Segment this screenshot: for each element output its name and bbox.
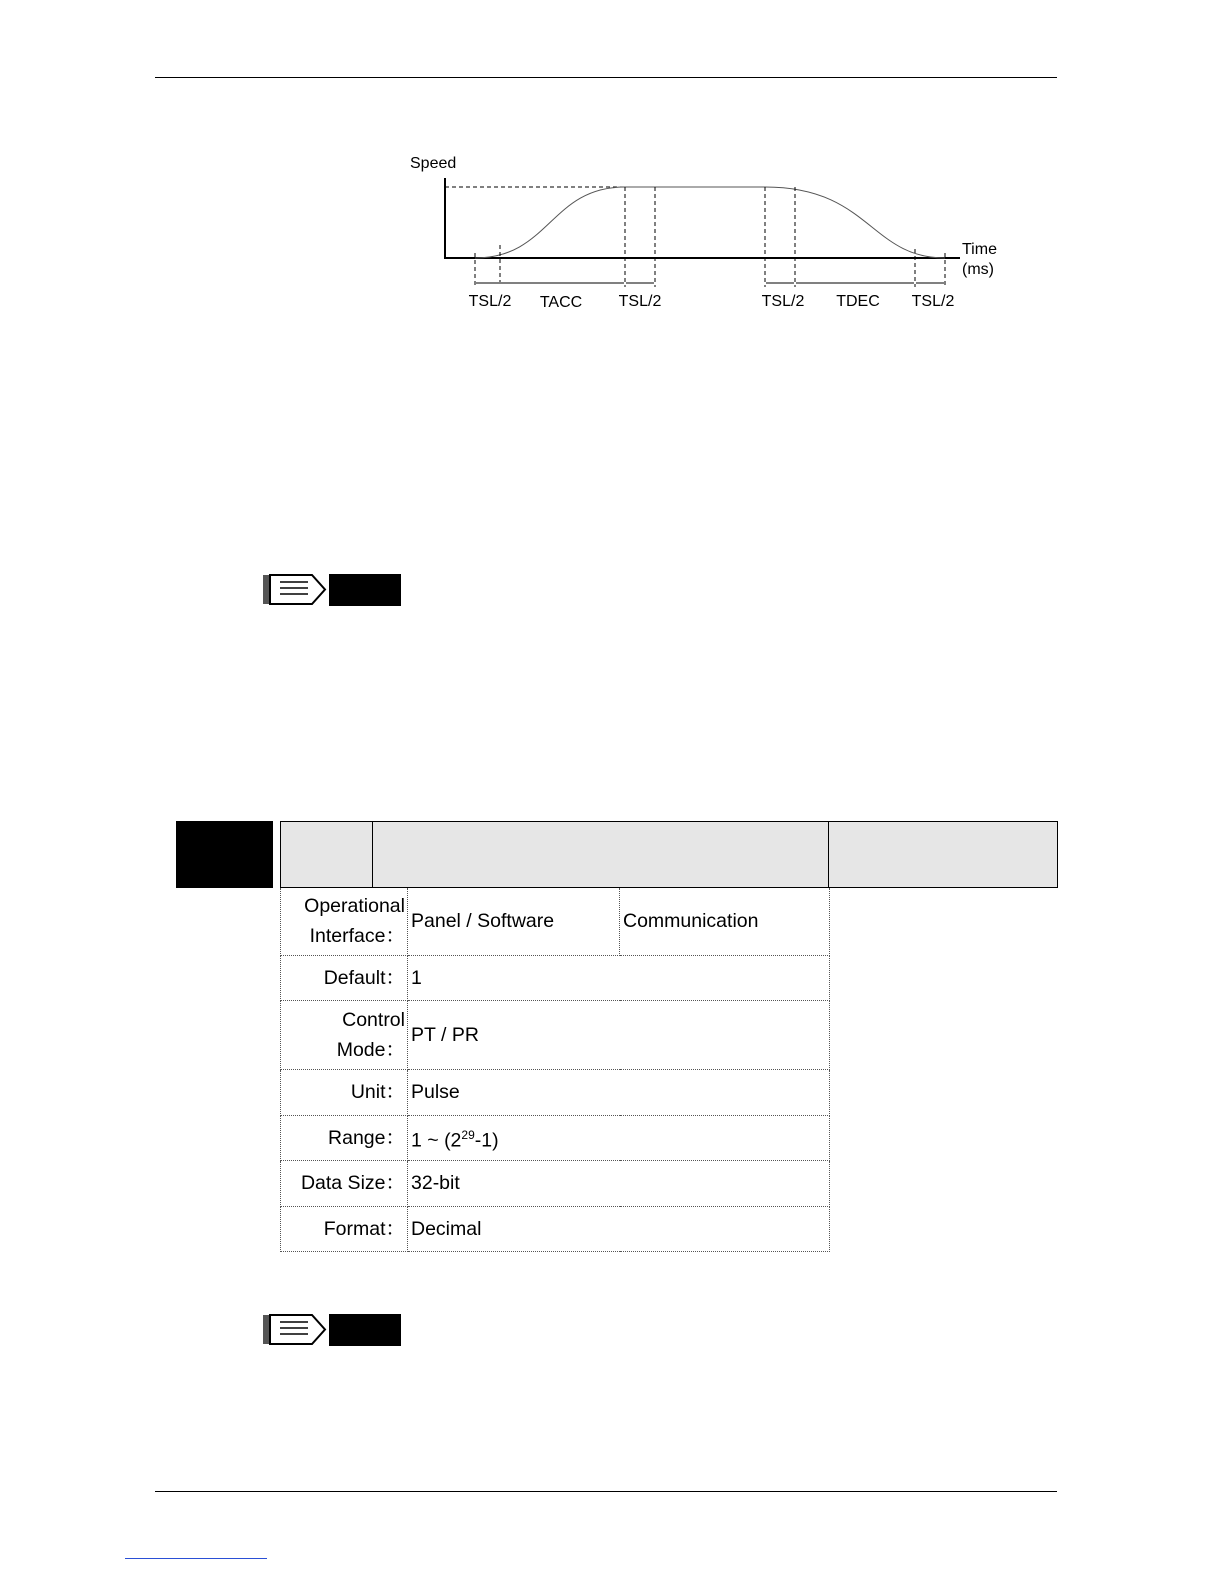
time-axis-label: Time [962,241,997,258]
segment-label-tacc: TACC [539,294,583,311]
table-row [281,955,830,1000]
range-value: 1 ~ $(2^{29}-1)$ [408,1115,830,1160]
segment-label-tsl-4: TSL/2 [911,293,955,310]
table-row [281,1206,830,1251]
control-mode-value: PT / PR [408,1000,830,1069]
parameter-attributes-table [280,888,830,1252]
parameter-header-bar [176,821,1058,888]
header-rule [155,77,1057,78]
segment-label-tsl-3: TSL/2 [761,293,805,310]
parameter-code-block [176,821,273,888]
range-label: Range： [281,1115,408,1160]
segment-label-tsl-1: TSL/2 [468,293,512,310]
table-row [281,1115,830,1160]
interface-label: Operational Interface： [281,888,408,955]
unit-value: Pulse [408,1069,830,1115]
segment-boundaries [475,187,945,287]
segment-label-tsl-2: TSL/2 [618,293,662,310]
segment-label-tdec: TDEC [836,293,880,310]
default-value: 1 [408,955,830,1000]
note-icon [262,1313,402,1347]
interface-value-communication: Communication [620,888,830,955]
table-row [281,1000,830,1069]
table-row [281,1160,830,1206]
format-value: Decimal [408,1206,830,1251]
default-label: Default： [281,955,408,1000]
s-curve-speed-diagram [400,145,1020,320]
format-label: Format： [281,1206,408,1251]
footer-rule [155,1491,1057,1492]
note-icon [262,573,402,607]
parameter-name-cell [372,821,829,888]
data-size-label: Data Size： [281,1160,408,1206]
parameter-address-cell [280,821,373,888]
unit-label: Unit： [281,1069,408,1115]
table-row [281,888,830,955]
data-size-value: 32-bit [408,1160,830,1206]
speed-curve [475,187,945,258]
time-unit-label: (ms) [962,261,994,278]
parameter-reference-cell [828,821,1058,888]
speed-axis-label: Speed [410,155,457,172]
table-row [281,1069,830,1115]
interface-value-panel: Panel / Software [408,888,620,955]
control-mode-label: Control Mode： [281,1000,408,1069]
footer-link-underline[interactable] [125,1558,267,1559]
